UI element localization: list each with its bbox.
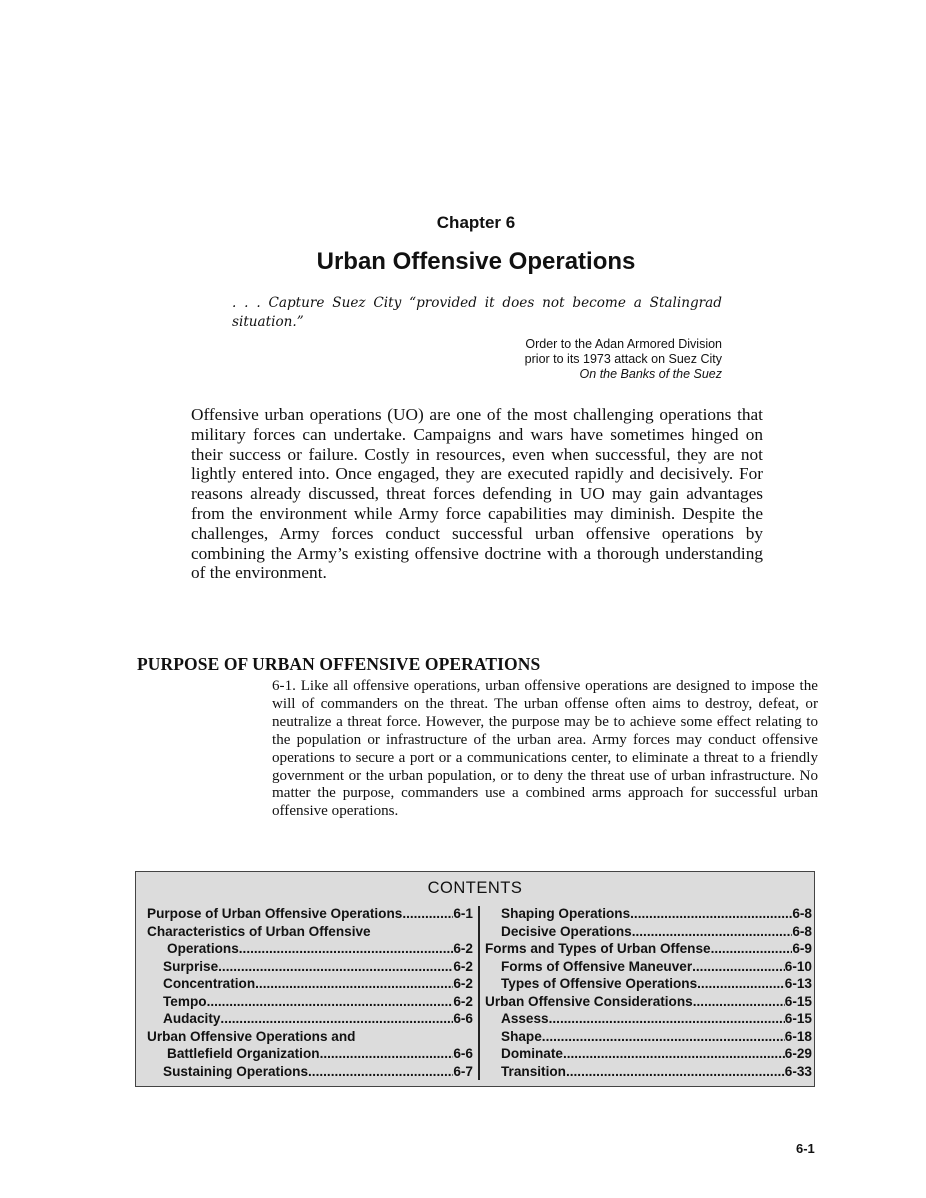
toc-entry-label: Purpose of Urban Offensive Operations [147, 906, 403, 921]
toc-entry-label: Assess [501, 1011, 549, 1026]
contents-left-column [147, 905, 473, 1080]
toc-leader-dots [566, 1063, 785, 1081]
toc-entry-page: 6-15 [784, 1011, 812, 1026]
toc-entry-label: Characteristics of Urban Offensive [147, 923, 371, 939]
toc-leader-dots [692, 958, 785, 976]
toc-leader-dots [220, 1010, 453, 1028]
toc-leader-dots [542, 1028, 785, 1046]
toc-entry-page: 6-2 [453, 958, 473, 974]
toc-entry[interactable] [485, 975, 812, 993]
toc-entry[interactable] [147, 923, 473, 941]
toc-leader-dots [563, 1045, 785, 1063]
toc-entry-label: Dominate [501, 1046, 563, 1061]
toc-entry-label: Concentration [163, 976, 256, 991]
epigraph-attribution [420, 337, 722, 382]
toc-leader-dots [630, 905, 792, 923]
toc-entry-label: Shape [501, 1028, 542, 1044]
toc-entry-label: Battlefield Organization [167, 1046, 320, 1061]
toc-entry-label: Transition [501, 1063, 566, 1079]
toc-entry-label: Decisive Operations [501, 923, 632, 939]
toc-entry-label: Operations [167, 941, 239, 956]
toc-entry-label: Audacity [163, 1011, 221, 1026]
toc-entry-page: 6-1 [453, 906, 473, 921]
intro-paragraph: Offensive urban operations (UO) are one of the most challenging operations that military forces can undertake. Campaigns and wars have sometimes hinged on their success or failure. Costly in resources, even when successful, they are not lightly entered into. Once engaged, they are executed rapidly and decisively. For reasons already discussed, threat forces defending in UO may gain advantages from the environment while Army force capabilities may diminish. Despite the challenges, Army forces conduct successful urban offensive operations by combining the Army’s existing offensive doctrine with a thorough understanding of the environment. [191, 405, 763, 583]
toc-entry[interactable] [147, 1028, 473, 1046]
toc-entry-page: 6-29 [784, 1046, 812, 1061]
contents-divider [478, 906, 480, 1080]
toc-leader-dots [239, 940, 454, 958]
attribution-line-2: prior to its 1973 attack on Suez City [524, 352, 722, 366]
toc-entry[interactable] [485, 1045, 812, 1063]
toc-entry-label: Surprise [163, 958, 219, 974]
toc-entry[interactable] [147, 993, 473, 1011]
toc-entry-label: Sustaining Operations [163, 1063, 309, 1079]
toc-entry-page: 6-6 [453, 1046, 473, 1061]
toc-leader-dots [549, 1010, 785, 1028]
toc-entry[interactable] [485, 1010, 812, 1028]
toc-entry[interactable] [485, 923, 812, 941]
contents-box [135, 871, 815, 1087]
toc-entry-page: 6-18 [784, 1028, 812, 1044]
toc-leader-dots [371, 923, 473, 941]
toc-entry-page: 6-8 [792, 906, 812, 921]
paragraph-6-1: 6-1. Like all offensive operations, urban offensive operations are designed to impose the will of commanders on the threat. The urban offense often aims to destroy, defeat, or neutralize a threat force. However, the purpose may be to achieve some effect relating to the population or infrastructure of the urban area. Army forces may conduct offensive operations to secure a port or a communications center, to eliminate a threat to a friendly government or the urban population, or to deny the threat use of urban infrastructure. No matter the purpose, commanders use a combined arms approach for successful urban offensive operations. [272, 678, 818, 820]
toc-entry[interactable] [147, 975, 473, 993]
toc-entry-label: Forms and Types of Urban Offense [485, 941, 711, 956]
toc-entry-page: 6-8 [792, 923, 812, 939]
toc-entry-page: 6-2 [453, 993, 473, 1009]
toc-entry-page: 6-2 [453, 976, 473, 991]
toc-entry-page: 6-33 [784, 1063, 812, 1079]
page-number: 6-1 [796, 1141, 815, 1156]
toc-entry[interactable] [147, 905, 473, 923]
toc-leader-dots [308, 1063, 453, 1081]
contents-title: CONTENTS [427, 879, 523, 897]
toc-entry[interactable] [147, 1063, 473, 1081]
toc-entry-page: 6-13 [784, 976, 812, 991]
toc-entry-page: 6-10 [784, 958, 812, 974]
toc-leader-dots [207, 993, 454, 1011]
toc-entry-label: Urban Offensive Considerations [485, 993, 693, 1009]
toc-entry-page: 6-15 [784, 993, 812, 1009]
toc-entry-label: Urban Offensive Operations and [147, 1028, 356, 1044]
chapter-label: Chapter 6 [436, 213, 516, 232]
chapter-title: Urban Offensive Operations [316, 248, 636, 275]
attribution-line-1: Order to the Adan Armored Division [525, 337, 722, 351]
toc-leader-dots [320, 1045, 454, 1063]
attribution-source: On the Banks of the Suez [579, 367, 722, 381]
toc-leader-dots [402, 905, 453, 923]
toc-entry-label: Types of Offensive Operations [501, 976, 698, 991]
toc-entry[interactable] [485, 1028, 812, 1046]
toc-entry[interactable] [485, 993, 812, 1011]
toc-entry[interactable] [147, 940, 473, 958]
toc-leader-dots [697, 975, 785, 993]
toc-entry[interactable] [485, 940, 812, 958]
toc-entry[interactable] [485, 958, 812, 976]
toc-entry-label: Shaping Operations [501, 906, 631, 921]
toc-leader-dots [355, 1028, 473, 1046]
toc-entry-label: Tempo [163, 993, 207, 1009]
toc-leader-dots [255, 975, 453, 993]
toc-entry-page: 6-9 [792, 941, 812, 956]
toc-entry-label: Forms of Offensive Maneuver [501, 958, 693, 974]
toc-leader-dots [632, 923, 793, 941]
toc-entry-page: 6-2 [453, 941, 473, 956]
epigraph-quote: . . . Capture Suez City “provided it does not become a Stalingrad situation.” [232, 295, 722, 330]
toc-entry[interactable] [147, 1010, 473, 1028]
contents-right-column [485, 905, 812, 1080]
toc-entry[interactable] [147, 1045, 473, 1063]
toc-entry-page: 6-7 [453, 1063, 473, 1079]
toc-leader-dots [711, 940, 793, 958]
toc-entry-page: 6-6 [453, 1011, 473, 1026]
toc-entry[interactable] [485, 1063, 812, 1081]
toc-entry[interactable] [485, 905, 812, 923]
toc-entry[interactable] [147, 958, 473, 976]
toc-leader-dots [218, 958, 453, 976]
toc-leader-dots [693, 993, 785, 1011]
section-heading: PURPOSE OF URBAN OFFENSIVE OPERATIONS [137, 654, 541, 674]
